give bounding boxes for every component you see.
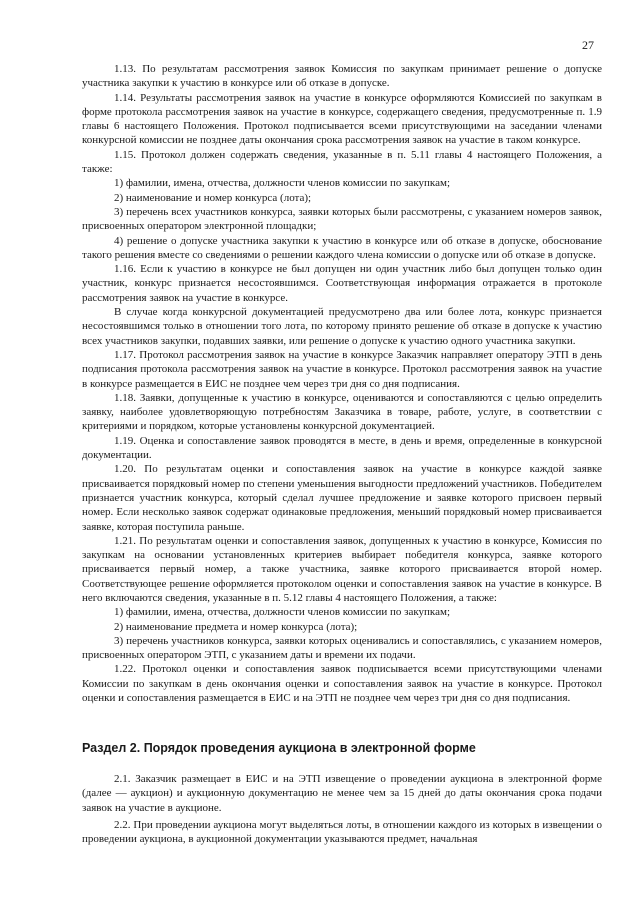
paragraph-1-18: 1.18. Заявки, допущенные к участию в конкурсе, оцениваются и сопоставляются с целью определить заявку, наиболее удовлетворяющую потребностям Заказчика в товаре, работе, услуге, в соответствии с критериями и порядком, которые установлены конкурсной документацией. [82,391,602,433]
paragraph-1-20: 1.20. По результатам оценки и сопоставления заявок на участие в конкурсе каждой заявке присваивается порядковый номер по степени уменьшения выгодности предложений участников. Победителем признается участник конкурса, который сделал лучшее предложение и заявке которого присвоен первый номер. Если несколько заявок содержат одинаковые предложения, меньший порядковый номер присваивается заявке, которая поступила раньше. [82,463,602,533]
paragraph-1-14: 1.14. Результаты рассмотрения заявок на участие в конкурсе оформляются Комиссией по закупкам в форме протокола рассмотрения заявок на участие в конкурсе, содержащего сведения, предусмотренные п. 1.9 главы 6 настоящего Положения. Протокол подписывается всеми присутствующими на заседании членами конкурсной комиссии не позднее даты окончания срока рассмотрения заявок на участие в таком конкурсе. [82,91,602,147]
paragraph-2-2: 2.2. При проведении аукциона могут выделяться лоты, в отношении каждого из которых в извещении о проведении аукциона, в аукционной документации указываются предмет, начальная [82,818,602,846]
list-item: 2) наименование предмета и номер конкурса (лота); [114,620,358,633]
list-item: 3) перечень всех участников конкурса, заявки которых были рассмотрены, с указанием номеров заявок, присвоенных оператором электронной площадки; [82,205,602,233]
paragraph-2-1: 2.1. Заказчик размещает в ЕИС и на ЭТП извещение о проведении аукциона в электронной форме (далее — аукцион) и аукционную документацию не менее чем за 15 дней до даты окончания срока подачи заявок на участие в аукционе. [82,773,602,814]
section-2-text [82,772,602,849]
paragraph-1-22: 1.22. Протокол оценки и сопоставления заявок подписывается всеми присутствующими членами Комиссии по закупкам в день окончания оценки и сопоставления заявок на участие в конкурсе. Протокол оценки и сопоставления размещается в ЕИС и на ЭТП не позднее чем через три дня со дня подписания. [82,663,602,705]
body-text [82,62,602,705]
paragraph-1-17: 1.17. Протокол рассмотрения заявок на участие в конкурсе Заказчик направляет оператору ЭТП в день подписания протокола рассмотрения заявок на участие в конкурсе. Протокол рассмотрения заявок на участие в конкурсе размещается в ЕИС не позднее чем через три дня со дня подписания. [82,348,602,390]
list-item: 1) фамилии, имена, отчества, должности членов комиссии по закупкам; [114,177,450,190]
paragraph-1-16: 1.16. Если к участию в конкурсе не был допущен ни один участник либо был допущен только один участник, конкурс признается несостоявшимся. Соответствующая информация отражается в протоколе рассмотрения заявок на участие в конкурсе. [82,263,602,304]
paragraph-lots: В случае когда конкурсной документацией предусмотрено два или более лота, конкурс признается несостоявшимся только в отношении того лота, по которому принято решение об отказе в допуске к участию всех участников закупки, подавших заявки, или решение о допуске к участию одного участника закупки. [82,306,602,347]
paragraph-1-19: 1.19. Оценка и сопоставление заявок проводятся в месте, в день и время, определенные в конкурсной документации. [82,434,602,462]
page-number: 27 [582,38,594,52]
list-item: 2) наименование и номер конкурса (лота); [114,191,312,204]
paragraph-1-21: 1.21. По результатам оценки и сопоставления заявок, допущенных к участию в конкурсе, Комиссия по закупкам на основании установленных критериев выбирает победителя конкурса, заявке которого присваивается первый номер, а также участника, заявке которого присваивается второй номер. Соответствующее решение оформляется протоколом оценки и сопоставления заявок на участие в конкурсе. В него включаются сведения, указанные в п. 5.12 главы 4 настоящего Положения, а также: [82,534,602,604]
list-item: 1) фамилии, имена, отчества, должности членов комиссии по закупкам; [114,606,450,619]
paragraph-1-13: 1.13. По результатам рассмотрения заявок Комиссия по закупкам принимает решение о допуске участника закупки к участию в конкурсе или об отказе в допуске. [82,63,602,90]
paragraph-1-15: 1.15. Протокол должен содержать сведения, указанные в п. 5.11 главы 4 настоящего Положения, а также: [82,148,602,176]
list-item: 4) решение о допуске участника закупки к участию в конкурсе или об отказе в допуске, обоснование такого решения вместе со сведениями о решении каждого члена комиссии о допуске или об отказе в допуске. [82,234,602,261]
list-item: 3) перечень участников конкурса, заявки которых оценивались и сопоставлялись, с указанием номеров, присвоенных оператором ЭТП, с указанием даты и времени их подачи. [82,634,602,662]
section-heading: Раздел 2. Порядок проведения аукциона в электронной форме [82,741,476,755]
